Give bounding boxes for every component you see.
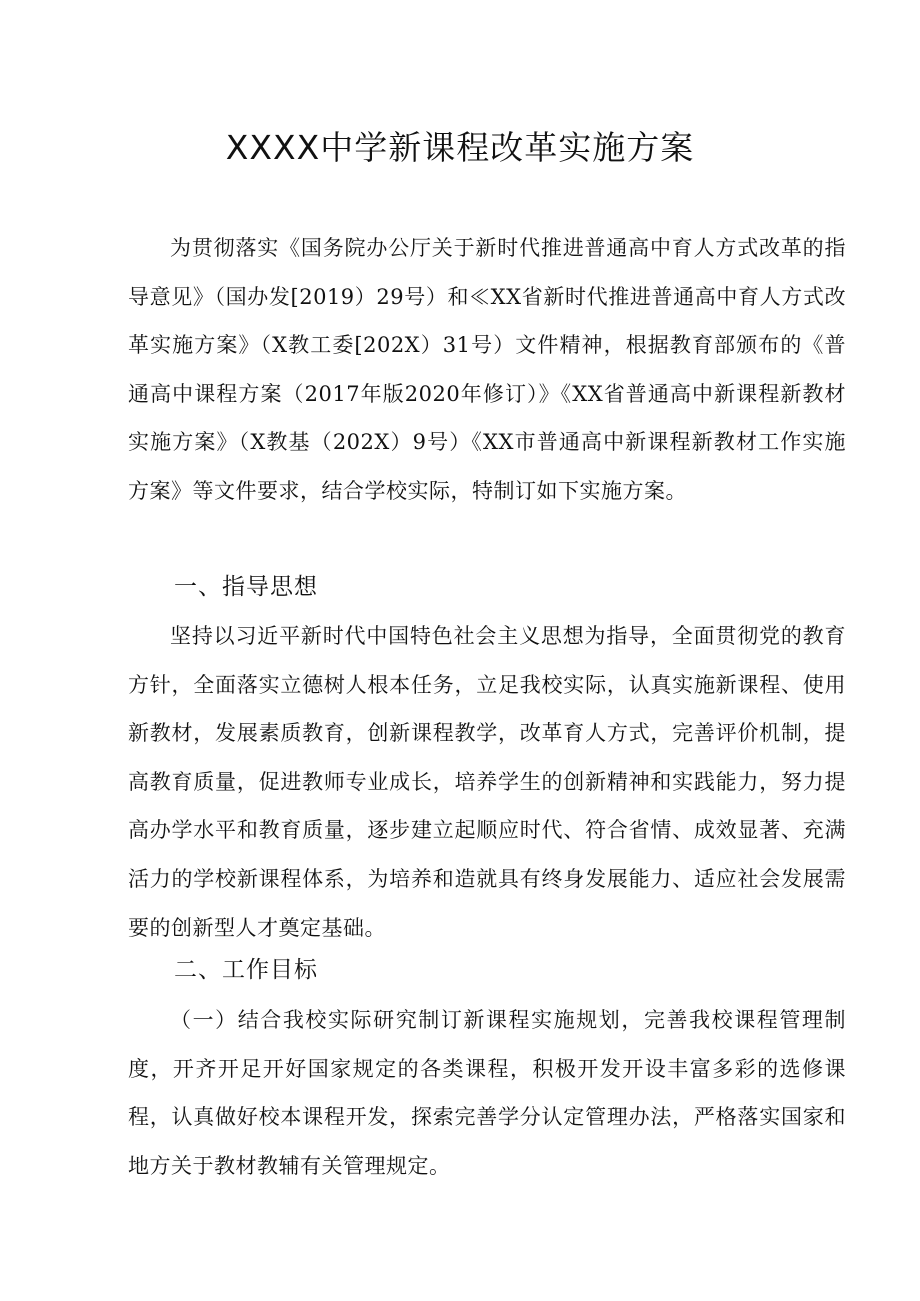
section-heading-guiding-ideology: 一、指导思想 (174, 574, 318, 600)
document-title: XXXX中学新课程改革实施方案 (225, 128, 695, 167)
section-paragraph-guiding-ideology: 坚持以习近平新时代中国特色社会主义思想为指导，全面贯彻党的教育方针，全面落实立德树人根本任务，立足我校实际，认真实施新课程、使用新教材，发展素质教育，创新课程教学，改革育人方式，完善评价机制，提高教育质量，促进教师专业成长，培养学生的创新精神和实践能力，努力提高办学水平和教育质量，逐步建立起顺应时代、符合省情、成效显著、充满活力的学校新课程体系，为培养和造就具有终身发展能力、适应社会发展需要的创新型人才奠定基础。 (128, 624, 846, 940)
section-paragraph-work-goals-item-1: （一）结合我校实际研究制订新课程实施规划，完善我校课程管理制度，开齐开足开好国家规定的各类课程，积极开发开设丰富多彩的选修课程，认真做好校本课程开发，探索完善学分认定管理办法，严格落实国家和地方关于教材教辅有关管理规定。 (128, 1008, 846, 1178)
section-heading-work-goals: 二、工作目标 (174, 957, 318, 983)
intro-paragraph: 为贯彻落实《国务院办公厅关于新时代推进普通高中育人方式改革的指导意见》（国办发[2019）29号）和≪XX省新时代推进普通高中育人方式改革实施方案》（X教工委[202X）31号）文件精神，根据教育部颁布的《普通高中课程方案（2017年版2020年修订）》《XX省普通高中新课程新教材实施方案》（X教基（202X）9号）《XX市普通高中新课程新教材工作实施方案》等文件要求，结合学校实际，特制订如下实施方案。 (128, 236, 846, 503)
